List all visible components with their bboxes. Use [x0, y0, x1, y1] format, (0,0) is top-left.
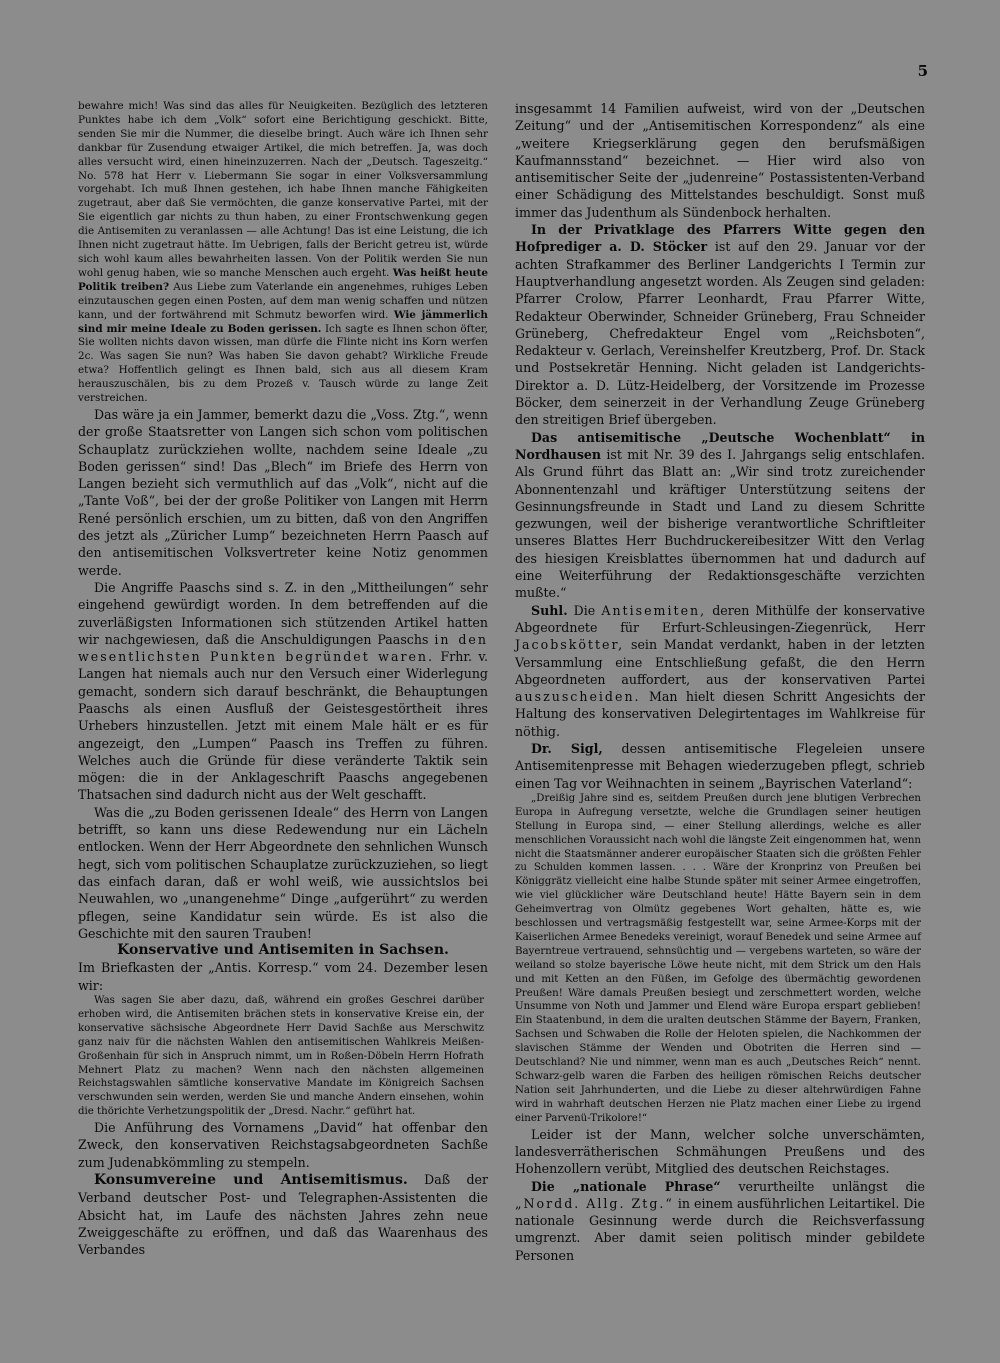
phrase-text-a: verurtheilte unlängst die [738, 1178, 926, 1194]
letter-text-end: Ich sagte es Ihnen schon öfter, Sie wollten nichts davon wissen, man dürfe die Flinte nicht ins Korn werfen 2c. Was sagen Sie nun? Was haben Sie davon gehabt? Wirkliche Freude etwa? Hoffentlich gelingt es Ihnen bald, sich aus all diesem Kram herauszuschälen, bis zu dem Prozeß v. Tausch würde zu lange Zeit verstreichen. [78, 322, 488, 405]
letter-text-mid: Aus Liebe zum Vaterlande ein angenehmes, ruhiges Leben einzutauschen gegen einen Posten, auf dem man wenig schaffen und nützen kann, und der fortwährend mit Schmutz beworfen wird. [78, 280, 488, 321]
sigl-text: dessen antisemitische Flegeleien unsere Antisemitenpresse mit Behagen wiederzugeben pflegt, schrieb einen Tag vor Weihnachten in seinem „Bayrischen Vaterland“: [515, 740, 925, 791]
paragraph-sigl [515, 740, 925, 792]
page-number: 5 [917, 62, 928, 80]
sigl-comment: Leider ist der Mann, welcher solche unverschämten, landesverrätherischen Schmähungen Preußens und des Hohenzollern verübt, Mitglied des deutschen Reichstages. [515, 1126, 925, 1177]
phrase-text-b: in einem ausführlichen Leitartikel. Die nationale Gesinnung werde durch die Reichsverfassung umgrenzt. Aber damit seien politisch minder gebildete Personen [515, 1195, 925, 1263]
sachsen-comment: Die Anführung des Vornamens „David“ hat offenbar den Zweck, den konservativen Reichstagsabgeordneten Sachße zum Judenabkömmling zu stempeln. [78, 1120, 488, 1170]
heading-phrase: Die „nationale Phrase“ [531, 1178, 721, 1194]
paragraph-wochenblatt [515, 429, 925, 602]
paragraph-paasch-spaced: in den wesentlichsten Punkten begründet waren. [78, 631, 488, 665]
sigl-quote: „Dreißig Jahre sind es, seitdem Preußen durch jene blutigen Verbrechen Europa in Aufregung versetzte, welche die Grundlagen seiner heutigen Stellung in Europa sind, — einer Stellung allerdings, welche es aller menschlichen Voraussicht nach wohl die längste Zeit eingenommen hat, wenn nicht die Staatsmänner anderer europäischer Staaten sich die größten Fehler zu Schulden kommen lassen. . . . Wäre der Kronprinz von Preußen bei Königgrätz vielleicht eine halbe Stunde später mit seiner Armee eingetroffen, wie viel glücklicher wäre Deutschland heute! Hätte Bayern sein in dem Geheimvertrag von Olmütz gegebenes Wort gehalten, hätte es, wie beschlossen und vertragsmäßig festgestellt war, seine Armee-Korps mit der Kaiserlichen Armee Benedeks vereinigt, worauf Benedek und seine Armee auf Bayerntreue vertrauend, sehnsüchtig und — vergebens warteten, so wäre der weiland so stolze bayerische Löwe heute nicht, mit dem Strick um den Hals und mit Ketten an den Füßen, im Gefolge des übermächtig gewordenen Preußen! Wäre damals Preußen besiegt und zerschmettert worden, welche Unsumme von Noth und Jammer und Elend wäre Europa erspart geblieben! Ein Staatenbund, in dem die uralten deutschen Stämme der Bayern, Franken, Sachsen und Schwaben die Rolle der Heloten spielen, die Nachkommen der slavischen Stämme der Wenden und Obotriten die Herren sind — Deutschland? Nie und nimmer, wenn man es auch „Deutsches Reich“ nennt. Schwarz-gelb waren die Farben des heiligen römischen Reichs deutscher Nation seit Jahrhunderten, und die Liebe zu dieser altehrwürdigen Fahne wird in wahrhaft deutschen Herzen nie Platz machen einer Liebe zu irgend einer Parvenü-Trikolore!“ [515, 792, 921, 1124]
witte-text: ist auf den 29. Januar vor der achten Strafkammer des Berliner Landgerichts I Termin zur Hauptverhandlung angesetzt worden. Als Zeugen sind geladen: Pfarrer Crolow, Pfarrer Leonhardt, Frau Pfarrer Witte, Redakteur Oberwinder, Schneider Grüneberg, Frau Schneider Grüneberg, Chefredakteur Engel vom „Reichsboten“, Redakteur v. Gerlach, Vereinshelfer Kreutzberg, Prof. Dr. Stack und Postsekretär Henning. Nicht geladen ist Landgerichts-Direktor a. D. Lütz-Heidelberg, der Vorsitzende im Prozesse Böcker, dem seinerzeit in der Verhandlung Zeuge Grüneberg den streitigen Brief übergeben. [515, 239, 925, 428]
suhl-spaced-1: Antisemiten, [601, 602, 707, 618]
paragraph-familien: insgesammt 14 Familien aufweist, wird von der „Deutschen Zeitung“ und der „Antisemitischen Korrespondenz“ als eine „weitere Kriegserklärung gegen den berufsmäßigen Kaufmannsstand“ bezeichnet. — Hier wird also von antisemitischer Seite der „judenreine“ Postassistenten-Verband einer Schädigung des Mittelstandes beschuldigt. Sonst muß immer das Judenthum als Sündenbock herhalten. [515, 101, 925, 220]
konsum-paragraph [78, 1171, 488, 1258]
letter-bold-question: Was heißt heute Politik treiben? [78, 266, 488, 293]
heading-witte: In der Privatklage des Pfarrers Witte gegen den Hofprediger a. D. Stöcker [515, 222, 925, 255]
left-column [78, 100, 488, 1259]
phrase-spaced: „Nordd. Allg. Ztg.“ [515, 1195, 674, 1211]
suhl-text-c: sein Mandat verdankt, haben in der letzten Versammlung eine Entschließung gefaßt, die den Herrn Abgeordneten auffordert, aus der konservativen Partei [515, 637, 925, 687]
paragraph-paasch [78, 579, 488, 804]
paragraph-paasch-a: Die Angriffe Paaschs sind s. Z. in den „Mittheilungen“ sehr eingehend gewürdigt worden. In dem betreffenden auf die zuverläßigsten Informationen sich stützenden Artikel hatten wir nachgewiesen, daß die Anschuldigungen Paaschs [78, 579, 488, 647]
letter-excerpt [78, 100, 488, 406]
paragraph-ideals: Was die „zu Boden gerissenen Ideale“ des Herrn von Langen betrifft, so kann uns diese Redewendung nur ein Lächeln entlocken. Wenn der Herr Abgeordnete den sehnlichen Wunsch hegt, sich vom politischen Schauplatze zurückzuziehen, so liegt das einfach daran, daß er wohl weiß, wie aussichtslos bei Neuwahlen, wo „unangenehme“ Dinge „aufgerührt“ zu werden pflegen, seine Kandidatur sein würde. Es ist also die Geschichte mit den sauren Trauben! [78, 804, 488, 941]
suhl-text-d: Man hielt diesen Schritt Angesichts der Haltung des konservativen Delegirtentages im Wahlkreise für nöthig. [515, 689, 925, 739]
heading-sachsen: Konservative und Antisemiten in Sachsen. [117, 942, 449, 959]
heading-konsum: Konsumvereine und Antisemitismus. [94, 1172, 408, 1189]
sachsen-intro: Im Briefkasten der „Antis. Korresp.“ vom 24. Dezember lesen wir: [78, 960, 488, 993]
paragraph-paasch-b: Frhr. v. Langen hat niemals auch nur den Versuch einer Widerlegung gemacht, sondern sich darauf beschränkt, die Behauptungen Paaschs als einen Ausfluß der Geistesgestörtheit ihres Urhebers hinzustellen. Jetzt mit einem Male hält er es für angezeigt, den „Lumpen“ Paasch ins Treffen zu führen. Welches auch die Gründe für diese veränderte Taktik sein mögen: die in der Anklageschrift Paaschs angegebenen Thatsachen sind dadurch nicht aus der Welt geschafft. [78, 649, 489, 803]
paragraph-witte [515, 221, 925, 429]
heading-wochenblatt: Das antisemitische „Deutsche Wochenblatt“ in Nordhausen [515, 429, 925, 462]
paragraph-phrase [515, 1178, 925, 1264]
heading-suhl: Suhl. [531, 602, 568, 618]
heading-sigl: Dr. Sigl, [531, 740, 603, 756]
letter-text-start: bewahre mich! Was sind das alles für Neuigkeiten. Bezüglich des letzteren Punktes habe ich dem „Volk“ sofort eine Berichtigung geschickt. Bitte, senden Sie mir die Nummer, die dieselbe bringt. Auch wäre ich Ihnen sehr dankbar für Zusendung etwaiger Artikel, die mich betreffen. Ja, was doch alles versucht wird, einen hineinzuzerren. Nach der „Deutsch. Tageszeitg.“ No. 578 hat Herr v. Liebermann Sie sogar in einer Volksversammlung vorgehabt. Ich muß Ihnen gestehen, ich habe Ihnen manche Fähigkeiten zugetraut, aber daß Sie vermöchten, die ganze konservative Partei, mit der Sie eigentlich gar nichts zu thun haben, zu einer Frontschwenkung gegen die Antisemiten zu veranlassen — alle Achtung! Das ist eine Leistung, die ich Ihnen nicht zugetraut hätte. Im Uebrigen, falls der Bericht getreu ist, würde sich wohl kaum alles bewahrheiten lassen. Von der Politik werden Sie nun wohl genug haben, wie so manche Menschen auch ergeht. [78, 100, 488, 279]
paragraph-voss: Das wäre ja ein Jammer, bemerkt dazu die „Voss. Ztg.“, wenn der große Staatsretter von Langen sich schon vom politischen Schauplatz zurückziehen wollte, nachdem seine Ideale „zu Boden gerissen“ sind! Das „Blech“ im Briefe des Herrn von Langen bezieht sich vermuthlich auf das „Volk“, nicht auf die „Tante Voß“, bei der der große Politiker von Langen mit Herrn René persönlich erschien, um zu bitten, daß von den Angriffen des jetzt als „Züricher Lump“ bezeichneten Herrn Paasch auf den antisemitischen Volksvertreter keine Notiz genommen werde. [78, 406, 488, 578]
wochenblatt-text: ist mit Nr. 39 des I. Jahrgangs selig entschlafen. Als Grund führt das Blatt an: „Wir sind trotz zureichender Abonnentenzahl und kräftiger Unterstützung seitens der Gesinnungsfreunde in Stadt und Land zu diesem Schritte gezwungen, weil der bisherige verantwortliche Schriftleiter unseres Blattes Herr Buchdruckereibesitzer Witt den Verlag des hiesigen Kreisblattes übernommen hat und dadurch auf eine Weiterführung der Redaktionsgeschäfte verzichten mußte.“ [515, 446, 925, 601]
suhl-spaced-3: auszuscheiden. [515, 689, 641, 705]
suhl-spaced-2: Jacobskötter, [515, 637, 625, 653]
sachsen-quote: Was sagen Sie aber dazu, daß, während ein großes Geschrei darüber erhoben wird, die Antisemiten brächen stets in konservative Kreise ein, der konservative sächsische Abgeordnete Herr David Sachße aus Merschwitz ganz naiv für die nächsten Wahlen den antisemitischen Wahlkreis Meißen-Großenhain für sich in Anspruch nimmt, um in Roßen-Döbeln Herrn Hofrath Mehnert Platz zu machen? Wenn nach den nächsten allgemeinen Reichstagswahlen sämtliche konservative Mandate im Königreich Sachsen verschwunden sein werden, werden Sie und manche Andern einsehen, wohin die thörichte Verhetzungspolitik der „Dresd. Nachr.“ geführt hat. [78, 995, 484, 1118]
letter-bold-ideals: Wie jämmerlich sind mir meine Ideale zu Boden gerissen. [78, 308, 488, 335]
suhl-text-b: deren Mithülfe der konservative Abgeordnete für Erfurt-Schleusingen-Ziegenrück, Herr [515, 602, 926, 635]
right-column [515, 100, 925, 1264]
paragraph-suhl [515, 602, 925, 740]
konsum-text: Daß der Verband deutscher Post- und Telegraphen-Assistenten die Absicht hat, im Laufe des nächsten Jahres zehn neue Zweiggeschäfte zu eröffnen, und daß das Waarenhaus des Verbandes [78, 1172, 488, 1258]
suhl-text-a: Die [573, 602, 596, 618]
